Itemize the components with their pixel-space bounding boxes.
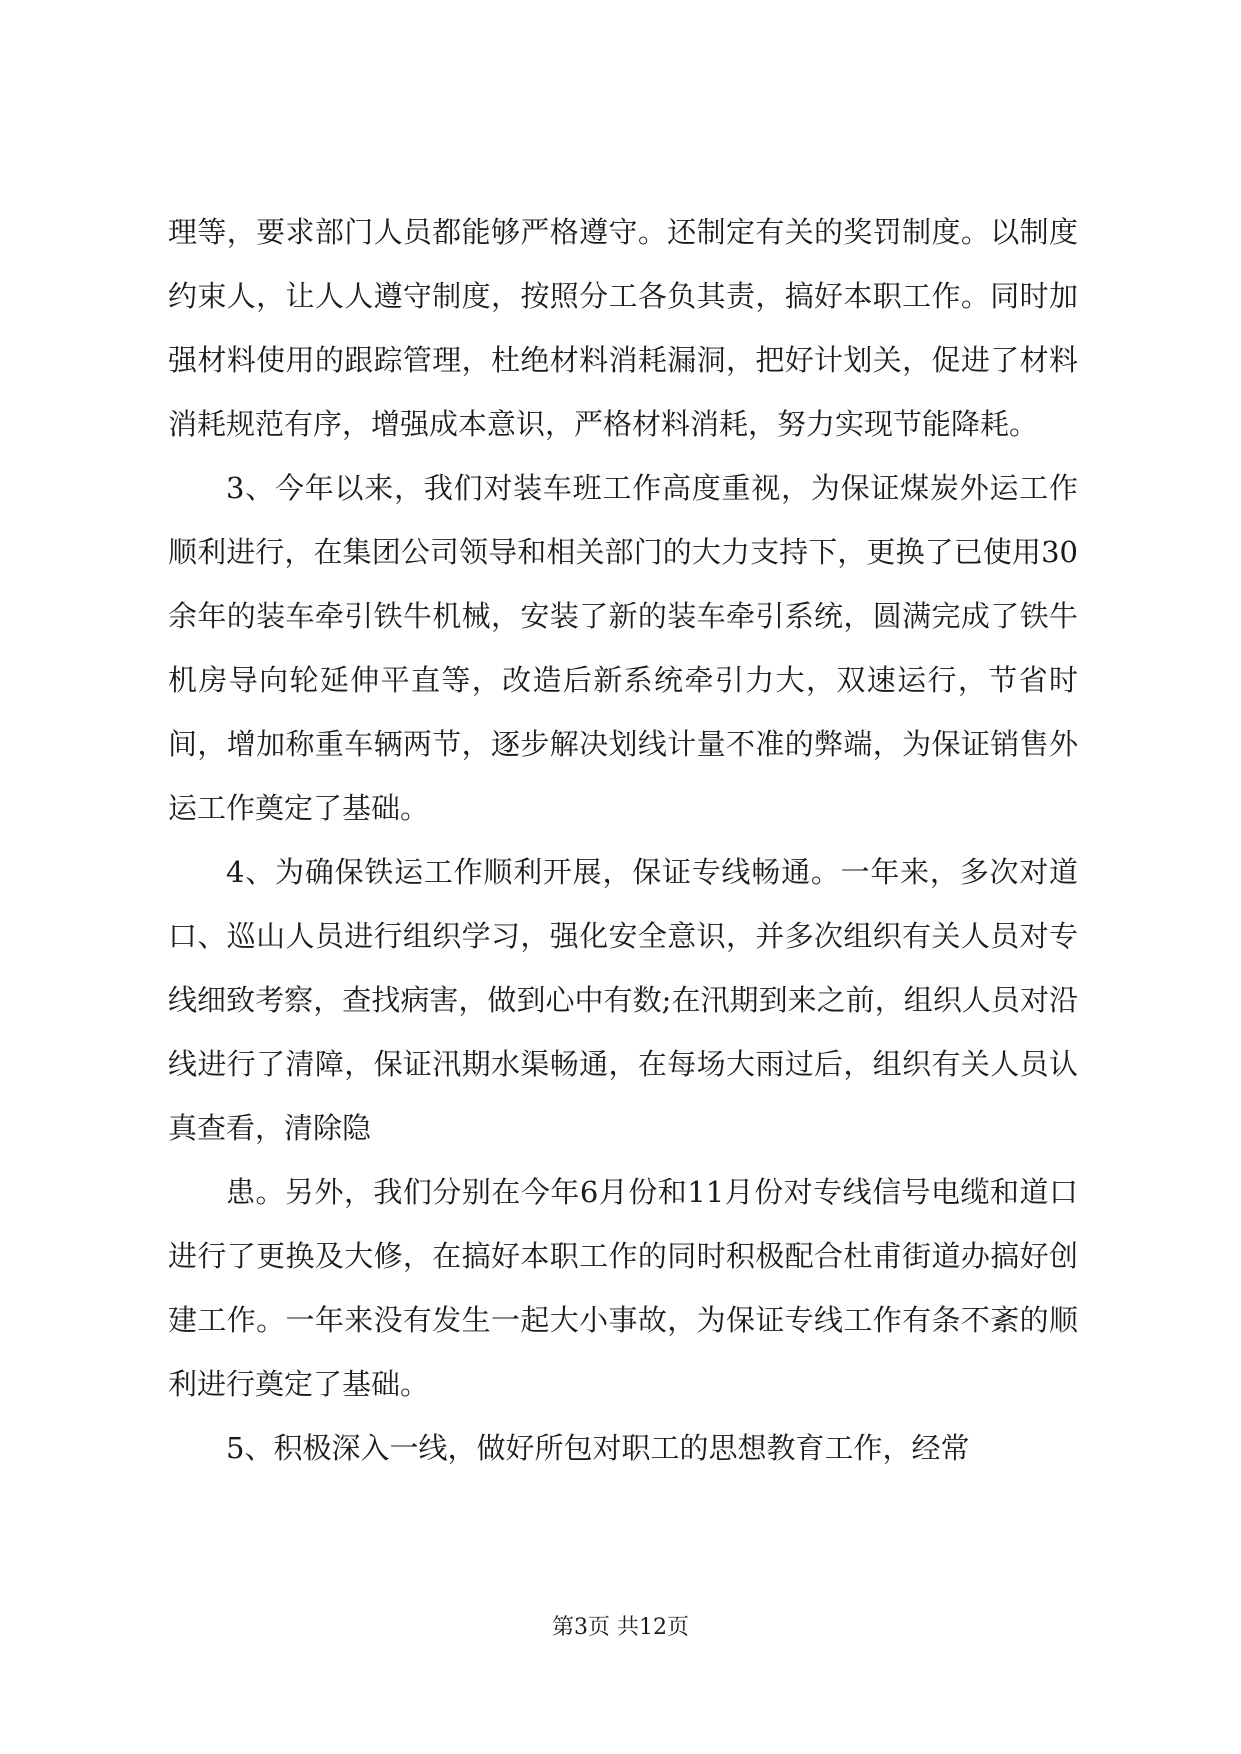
paragraph-5: 5、积极深入一线，做好所包对职工的思想教育工作，经常 (226, 1431, 970, 1465)
paragraph-3: 4、为确保铁运工作顺利开展，保证专线畅通。一年来，多次对道口、巡山人员进行组织学习，强化安全意识，并多次组织有关人员对专线细致考察，查找病害，做到心中有数;在汛期到来之前，组织人员对沿线进行了清障，保证汛期水渠畅通，在每场大雨过后，组织有关人员认真查看，清除隐 (168, 855, 1078, 1145)
document-body (168, 200, 1078, 1480)
paragraph-4: 患。另外，我们分别在今年6月份和11月份对专线信号电缆和道口进行了更换及大修，在搞好本职工作的同时积极配合杜甫街道办搞好创建工作。一年来没有发生一起大小事故，为保证专线工作有条不紊的顺利进行奠定了基础。 (168, 1175, 1078, 1401)
paragraph-1: 理等，要求部门人员都能够严格遵守。还制定有关的奖罚制度。以制度约束人，让人人遵守制度，按照分工各负其责，搞好本职工作。同时加强材料使用的跟踪管理，杜绝材料消耗漏洞，把好计划关，促进了材料消耗规范有序，增强成本意识，严格材料消耗，努力实现节能降耗。 (168, 215, 1078, 441)
page-number-footer: 第3页 共12页 (552, 1615, 689, 1640)
paragraph-2: 3、今年以来，我们对装车班工作高度重视，为保证煤炭外运工作顺利进行，在集团公司领导和相关部门的大力支持下，更换了已使用30余年的装车牵引铁牛机械，安装了新的装车牵引系统，圆满完成了铁牛机房导向轮延伸平直等，改造后新系统牵引力大，双速运行，节省时间，增加称重车辆两节，逐步解决划线计量不准的弊端，为保证销售外运工作奠定了基础。 (168, 471, 1078, 825)
